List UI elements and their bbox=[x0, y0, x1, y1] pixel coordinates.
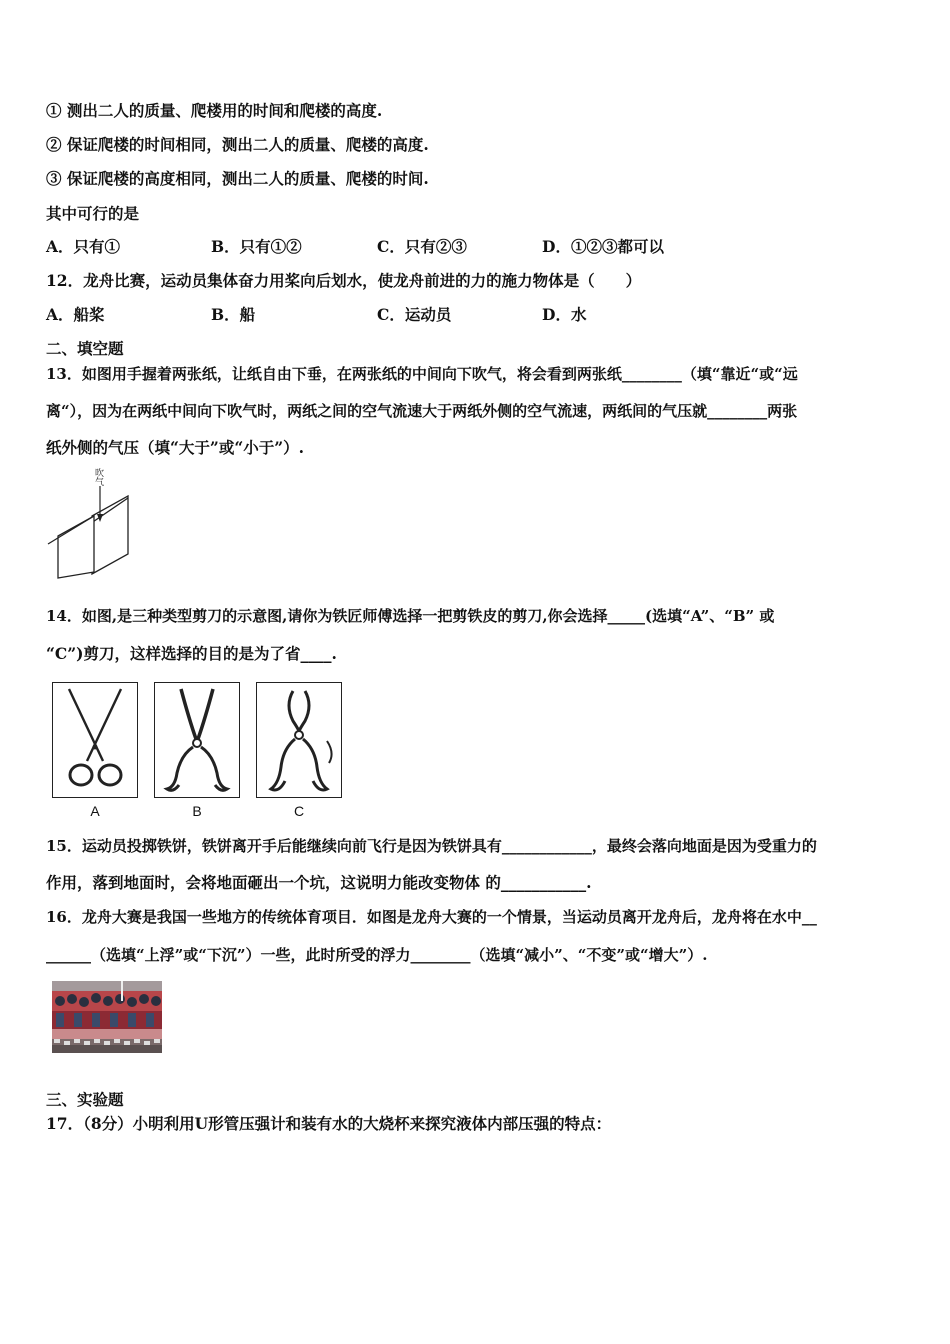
q14-line-2: “C”)剪刀，这样选择的目的是为了省____. bbox=[46, 644, 337, 663]
dragon-boat-photo bbox=[52, 981, 162, 1053]
scissor-c-icon bbox=[257, 683, 341, 797]
dragon-boat-image bbox=[52, 981, 162, 1053]
q11-method-2: ② 保证爬楼的时间相同，测出二人的质量、爬楼的高度. bbox=[46, 135, 429, 154]
q12-option-b[interactable]: B．船 bbox=[211, 305, 256, 324]
q12-option-c[interactable]: C．运动员 bbox=[377, 305, 452, 324]
q16-line-1: 16．龙舟大赛是我国一些地方的传统体育项目．如图是龙舟大赛的一个情景，当运动员离开龙舟后，龙舟将在水中__ bbox=[46, 908, 817, 926]
q11-method-1: ① 测出二人的质量、爬楼用的时间和爬楼的高度. bbox=[46, 101, 383, 120]
scissor-a-box bbox=[52, 682, 138, 798]
q13-line-1: 13．如图用手握着两张纸，让纸自由下垂，在两张纸的中间向下吹气，将会看到两张纸________（填“靠近“或“远 bbox=[46, 365, 798, 383]
scissor-b-icon bbox=[155, 683, 239, 797]
q11-prompt: 其中可行的是 bbox=[46, 204, 140, 223]
q11-option-a[interactable]: A．只有① bbox=[46, 237, 121, 256]
q12-stem: 12．龙舟比赛，运动员集体奋力用桨向后划水，使龙舟前进的力的施力物体是（ ） bbox=[46, 271, 642, 290]
scissor-c-box bbox=[256, 682, 342, 798]
scissor-b-caption: B bbox=[192, 803, 202, 819]
two-papers-figure bbox=[44, 470, 136, 582]
fig-blow-label-2: 气 bbox=[95, 478, 105, 488]
q14-line-1: 14．如图,是三种类型剪刀的示意图,请你为铁匠师傅选择一把剪铁皮的剪刀,你会选择_____(选填“A”、“B” 或 bbox=[46, 607, 775, 625]
q11-option-c[interactable]: C．只有②③ bbox=[377, 237, 467, 256]
q17-stem: 17．（8分）小明利用U形管压强计和装有水的大烧杯来探究液体内部压强的特点： bbox=[46, 1114, 612, 1133]
scissor-a-caption: A bbox=[90, 803, 100, 819]
q12-option-a[interactable]: A．船桨 bbox=[46, 305, 105, 324]
q11-option-b[interactable]: B．只有①② bbox=[211, 237, 302, 256]
q11-method-3: ③ 保证爬楼的高度相同，测出二人的质量、爬楼的时间. bbox=[46, 169, 429, 188]
fig-blow-label-1: 吹 bbox=[95, 469, 105, 479]
q15-line-2: 作用，落到地面时，会将地面砸出一个坑，这说明力能改变物体 的___________. bbox=[46, 873, 592, 892]
section-experiment-heading: 三、实验题 bbox=[46, 1090, 124, 1109]
q11-option-d[interactable]: D．①②③都可以 bbox=[542, 237, 664, 256]
scissor-a-icon bbox=[53, 683, 137, 797]
two-papers-drawing bbox=[44, 470, 136, 582]
q16-line-2: ______（选填“上浮”或“下沉”）一些，此时所受的浮力________（选填“减小”、“不变”或“增大”）. bbox=[46, 946, 708, 964]
q15-line-1: 15．运动员投掷铁饼，铁饼离开手后能继续向前飞行是因为铁饼具有____________，最终会落向地面是因为受重力的 bbox=[46, 837, 817, 855]
section-fill-in-heading: 二、填空题 bbox=[46, 339, 124, 358]
q12-option-d[interactable]: D．水 bbox=[542, 305, 587, 324]
q13-line-3: 纸外侧的气压（填“大于”或“小于”）. bbox=[46, 438, 305, 457]
scissor-b-box bbox=[154, 682, 240, 798]
q13-line-2: 离“），因为在两纸中间向下吹气时，两纸之间的空气流速大于两纸外侧的空气流速，两纸间的气压就________两张 bbox=[46, 402, 798, 420]
scissors-figure bbox=[52, 682, 344, 822]
scissor-c-caption: C bbox=[293, 803, 305, 819]
